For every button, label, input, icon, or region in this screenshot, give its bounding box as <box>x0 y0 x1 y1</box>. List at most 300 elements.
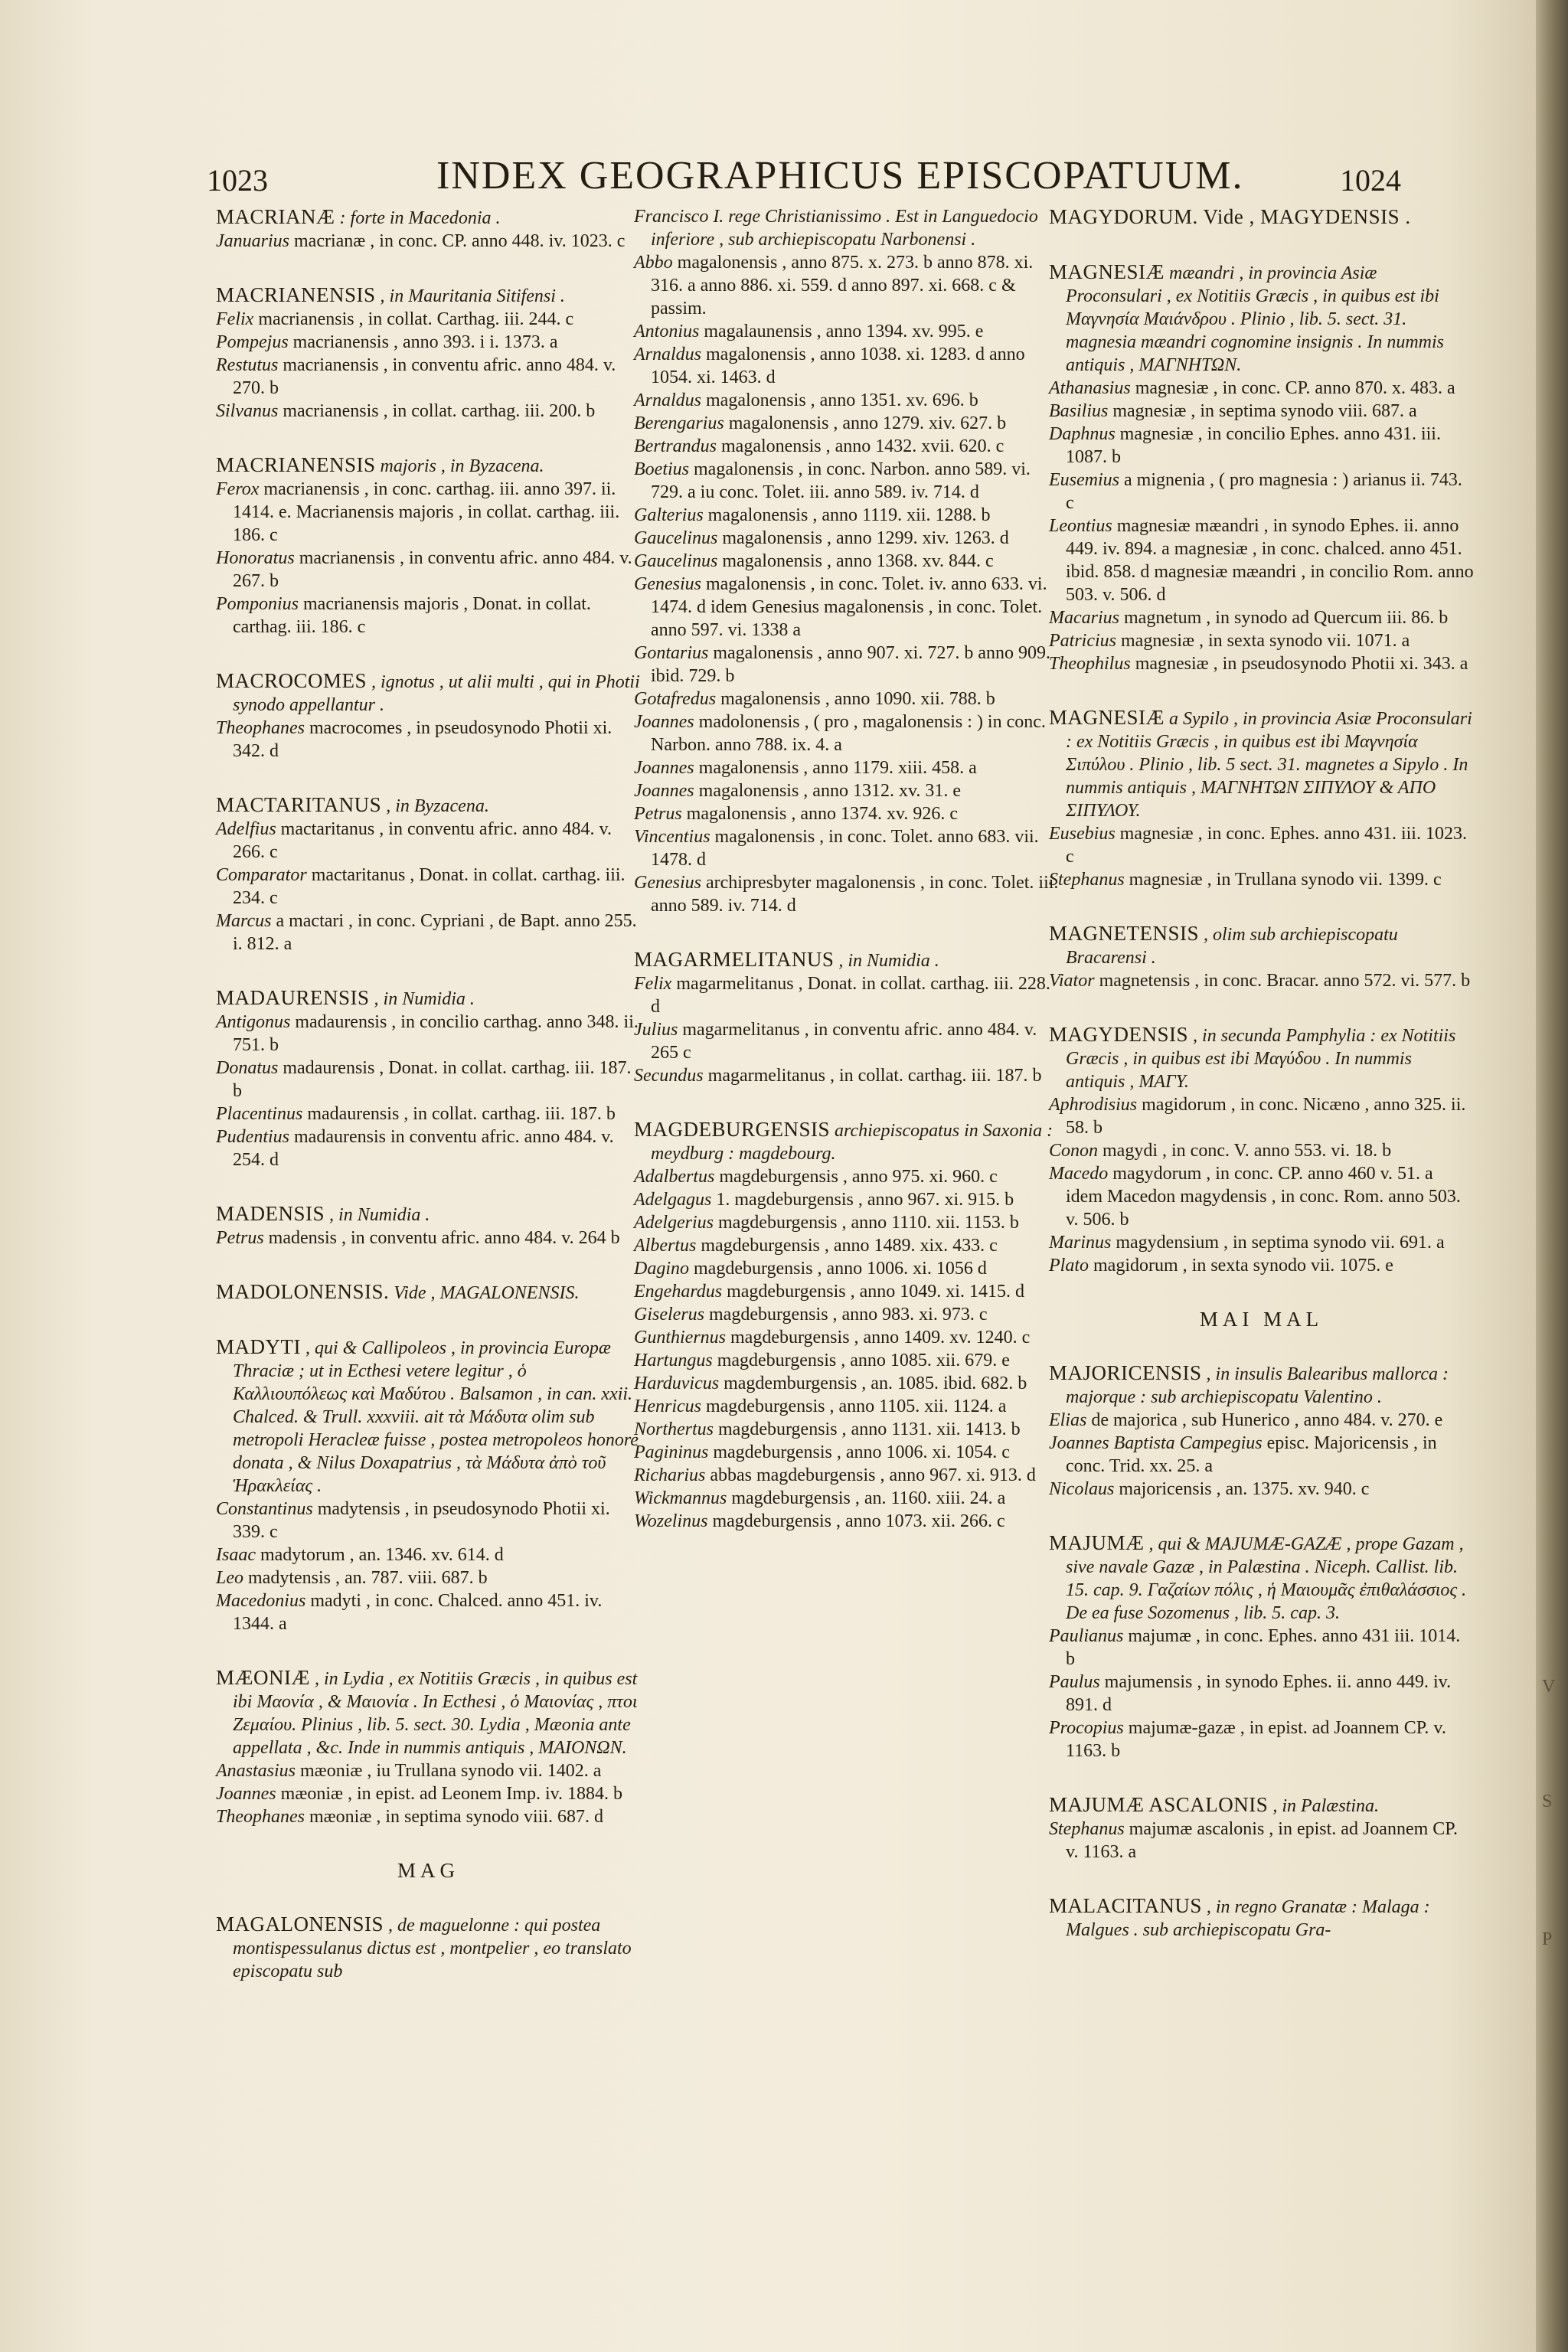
bishop-citation: madensis , in conventu afric. anno 484. v. 264 b <box>268 1228 620 1248</box>
bishop-name: Pompejus <box>216 332 289 352</box>
bishop-citation: mæoniæ , iu Trullana synodo vii. 1402. a <box>300 1761 602 1781</box>
bishop-entry <box>634 389 1059 412</box>
bishop-name: Richarius <box>634 1465 706 1485</box>
bishop-entry <box>634 343 1059 389</box>
bishop-entry <box>634 1018 1059 1064</box>
headword: MAJORICENSIS <box>1049 1361 1202 1384</box>
bishop-entry <box>216 717 641 763</box>
index-entry <box>216 793 641 956</box>
index-entry <box>216 669 641 763</box>
section-marker: MAI MAL <box>1199 1308 1324 1331</box>
bishop-name: Theophanes <box>216 718 305 738</box>
page-title: INDEX GEOGRAPHICUS EPISCOPATUUM. <box>436 154 1244 198</box>
bishop-entry <box>634 688 1059 710</box>
bishop-name: Januarius <box>216 231 289 251</box>
bishop-citation: madytensis , in pseudosynodo Photii xi. 339. c <box>233 1499 610 1542</box>
bishop-name: Secundus <box>634 1066 704 1086</box>
bishop-citation: magalonensis , anno 1351. xv. 696. b <box>706 390 978 410</box>
bishop-citation: magalonensis , anno 1312. xv. 31. e <box>698 781 962 801</box>
cross-reference <box>1049 205 1474 230</box>
bishop-name: Adelgerius <box>634 1213 714 1233</box>
bishop-citation: magdeburgensis , anno 1006. xi. 1056 d <box>694 1259 987 1279</box>
entry-heading <box>216 793 641 818</box>
entry-heading <box>216 1202 641 1227</box>
bishop-citation: mæoniæ , in septima synodo viii. 687. d <box>309 1807 604 1827</box>
bishop-entry <box>634 756 1059 779</box>
headword: MAGNESIÆ <box>1049 260 1165 283</box>
bishop-name: Hartungus <box>634 1351 713 1370</box>
bishop-name: Honoratus <box>216 548 295 568</box>
bishop-name: Placentinus <box>216 1104 303 1124</box>
bishop-name: Wozelinus <box>634 1511 708 1531</box>
index-entry <box>1049 1023 1474 1277</box>
bishop-entry <box>634 1326 1059 1349</box>
index-entry <box>1049 260 1474 675</box>
headword: MADOLONENSIS. <box>216 1280 390 1303</box>
bishop-name: Giselerus <box>634 1305 704 1325</box>
bishop-name: Joannes <box>216 1784 276 1804</box>
bishop-name: Wickmannus <box>634 1488 727 1508</box>
bishop-name: Abbo <box>634 253 673 273</box>
bishop-name: Restutus <box>216 355 279 375</box>
bishop-citation: magarmelitanus , Donat. in collat. carthag. iii. 228. d <box>651 974 1050 1017</box>
index-entry <box>216 205 641 253</box>
bishop-entry <box>216 354 641 400</box>
bishop-citation: macrianensis , in conc. carthag. iii. anno 397. ii. 1414. e. Macrianensis majoris , in collat. carthag. iii. 186. c <box>233 479 620 545</box>
entry-heading <box>1049 706 1474 822</box>
index-entry <box>216 986 641 1171</box>
bishop-name: Petrus <box>634 804 682 824</box>
bishop-citation: magdemburgensis , an. 1085. ibid. 682. b <box>724 1374 1027 1393</box>
bishop-entry <box>634 1234 1059 1257</box>
bishop-entry <box>634 1418 1059 1441</box>
bishop-citation: abbas magdeburgensis , anno 967. xi. 913. d <box>710 1465 1036 1485</box>
bishop-name: Bertrandus <box>634 436 717 456</box>
bishop-citation: macrianensis majoris , Donat. in collat. carthag. iii. 186. c <box>233 594 591 637</box>
heading-description: majoris , in Byzacena. <box>380 456 544 476</box>
bishop-name: Viator <box>1049 971 1095 991</box>
bishop-citation: magdeburgensis , anno 1105. xii. 1124. a <box>705 1396 1007 1416</box>
bishop-citation: majumæ-gazæ , in epist. ad Joannem CP. v. 1163. b <box>1066 1718 1446 1761</box>
bishop-entry <box>216 331 641 354</box>
bishop-name: Pomponius <box>216 594 299 614</box>
bishop-citation: madaurensis , in concilio carthag. anno 348. ii. 751. b <box>233 1012 639 1055</box>
heading-description: , in Numidia . <box>329 1205 430 1225</box>
bishop-name: Albertus <box>634 1236 697 1256</box>
bishop-entry <box>1049 1254 1474 1277</box>
bishop-name: Macedo <box>1049 1164 1109 1184</box>
bishop-entry <box>1049 868 1474 891</box>
bishop-name: Elias <box>1049 1410 1087 1430</box>
bishop-name: Joannes <box>634 712 694 732</box>
bishop-citation: madolonensis , ( pro , magalonensis : ) in conc. Narbon. anno 788. ix. 4. a <box>651 712 1046 755</box>
bishop-citation: magdeburgensis , an. 1160. xiii. 24. a <box>731 1488 1006 1508</box>
bishop-name: Paulianus <box>1049 1626 1124 1646</box>
bishop-name: Boetius <box>634 459 689 479</box>
bishop-entry <box>1049 629 1474 652</box>
bishop-name: Conon <box>1049 1141 1099 1161</box>
bishop-name: Galterius <box>634 505 704 525</box>
bishop-citation: magalonensis , anno 907. xi. 727. b anno 909. ibid. 729. b <box>651 643 1050 686</box>
bishop-entry <box>216 547 641 593</box>
heading-description: , in secunda Pamphylia : ex Notitiis Græcis , in quibus est ibi Μαγύδου . In nummis antiquis , ΜΑΓΥ. <box>1066 1026 1456 1092</box>
bishop-entry <box>1049 822 1474 868</box>
headword: MÆONIÆ <box>216 1666 311 1689</box>
heading-description: Francisco I. rege Christianissimo . Est in Languedocio inferiore , sub archiepiscopatu Narbonensi . <box>634 207 1038 250</box>
heading-description: , in Mauritania Sitifensi . <box>380 286 565 306</box>
bishop-entry <box>216 1057 641 1102</box>
bishop-citation: majumensis , in synodo Ephes. ii. anno 449. iv. 891. d <box>1066 1672 1452 1715</box>
bishop-entry <box>634 320 1059 343</box>
heading-description: : forte in Macedonia . <box>339 208 501 228</box>
bishop-entry <box>1049 1093 1474 1139</box>
bishop-entry <box>634 1395 1059 1418</box>
index-entry <box>634 948 1059 1087</box>
bishop-entry <box>634 435 1059 458</box>
bishop-citation: majoricensis , an. 1375. xv. 940. c <box>1119 1479 1370 1499</box>
bishop-entry <box>1049 606 1474 629</box>
bishop-citation: madytorum , an. 1346. xv. 614. d <box>260 1545 504 1565</box>
bishop-entry <box>634 504 1059 527</box>
heading-description: , in Lydia , ex Notitiis Græcis , in quibus est ibi Μαονία , & Μαιονία . In Ecthesi , ὁ Μαιονίας , πτοι Ζεμαίου. Plinius , lib. 5. sect. 30. Lydia , Mæonia ante appellata , &c. Inde in nummis antiquis , ΜΑΙΟΝΩΝ. <box>233 1669 638 1758</box>
bishop-entry <box>1049 969 1474 992</box>
bishop-entry <box>634 1064 1059 1087</box>
bishop-name: Gunthiernus <box>634 1328 726 1348</box>
heading-description: mæandri , in provincia Asiæ Proconsulari , ex Notitiis Græcis , in quibus est ibi Μαγνησία Μαιάνδρου . Plinio , lib. 5. sect. 31. magnesia mæandri cognomine insignis . In nummis antiquis , ΜΑΓΝΗΤΩΝ. <box>1066 263 1444 375</box>
bishop-citation: magalaunensis , anno 1394. xv. 995. e <box>704 322 984 341</box>
bishop-name: Arnaldus <box>634 390 702 410</box>
bishop-citation: macrianensis , in conventu afric. anno 484. v. 267. b <box>233 548 632 591</box>
index-entry <box>634 1118 1059 1533</box>
bishop-entry <box>216 1805 641 1828</box>
bishop-entry <box>216 1011 641 1057</box>
headword: MACRIANENSIS <box>216 453 376 476</box>
bishop-name: Anastasius <box>216 1761 296 1781</box>
bishop-entry <box>216 400 641 423</box>
bishop-entry <box>634 825 1059 871</box>
headword: MAGARMELITANUS <box>634 948 835 971</box>
bishop-entry <box>216 230 641 253</box>
bishop-entry <box>1049 400 1474 423</box>
bishop-citation: archipresbyter magalonensis , in conc. Tolet. iii. anno 589. iv. 714. d <box>651 873 1059 916</box>
headword: MAGNETENSIS <box>1049 922 1200 945</box>
bishop-name: Marinus <box>1049 1233 1112 1253</box>
bishop-entry <box>1049 423 1474 469</box>
bishop-name: Silvanus <box>216 401 279 421</box>
bishop-name: Theophanes <box>216 1807 305 1827</box>
bishop-name: Eusebius <box>1049 824 1116 844</box>
bishop-entry <box>634 1165 1059 1188</box>
bishop-name: Isaac <box>216 1545 256 1565</box>
bishop-entry <box>216 1102 641 1125</box>
bishop-entry <box>634 1188 1059 1211</box>
bishop-citation: magdeburgensis , anno 983. xi. 973. c <box>709 1305 988 1325</box>
bishop-entry <box>216 1759 641 1782</box>
bishop-citation: magalonensis , anno 1279. xiv. 627. b <box>728 413 1007 433</box>
bishop-entry <box>1049 1478 1474 1501</box>
bishop-entry <box>1049 652 1474 675</box>
bishop-entry <box>634 527 1059 550</box>
entry-heading <box>1049 922 1474 969</box>
bishop-entry <box>1049 377 1474 400</box>
bishop-entry <box>216 1227 641 1250</box>
bishop-citation: magdeburgensis , anno 1049. xi. 1415. d <box>727 1282 1024 1302</box>
bishop-name: Aphrodisius <box>1049 1095 1138 1115</box>
bishop-citation: magalonensis , in conc. Narbon. anno 589. vi. 729. a iu conc. Tolet. iii. anno 589. iv. 714. d <box>651 459 1031 502</box>
bishop-entry <box>634 802 1059 825</box>
bishop-entry <box>634 1257 1059 1280</box>
margin-glyph: P <box>1542 1929 1553 1949</box>
bishop-citation: magalonensis , anno 1090. xii. 788. b <box>720 689 995 709</box>
bishop-name: Ferox <box>216 479 260 499</box>
bishop-entry <box>634 550 1059 573</box>
bishop-entry <box>634 458 1059 504</box>
bishop-name: Athanasius <box>1049 378 1131 398</box>
bishop-entry <box>216 1544 641 1566</box>
bishop-name: Felix <box>216 309 254 329</box>
bishop-citation: magnesiæ , in sexta synodo vii. 1071. a <box>1121 631 1410 651</box>
section-marker: MAG <box>397 1859 459 1882</box>
bishop-name: Northertus <box>634 1419 714 1439</box>
bishop-citation: magnesiæ , in conc. CP. anno 870. x. 483. a <box>1135 378 1455 398</box>
bishop-name: Patricius <box>1049 631 1116 651</box>
index-entry <box>1049 1531 1474 1762</box>
headword: MALACITANUS <box>1049 1894 1202 1917</box>
bishop-citation: magalonensis , anno 1299. xiv. 1263. d <box>722 528 1009 548</box>
bishop-citation: magarmelitanus , in conventu afric. anno 484. v. 265 c <box>651 1020 1037 1063</box>
bishop-name: Julius <box>634 1020 678 1040</box>
bishop-citation: magarmelitanus , in collat. carthag. iii. 187. b <box>707 1066 1042 1086</box>
bishop-citation: magalonensis , anno 1038. xi. 1283. d anno 1054. xi. 1463. d <box>651 345 1025 387</box>
bishop-citation: magdeburgensis , anno 1110. xii. 1153. b <box>717 1213 1019 1233</box>
bishop-citation: magnesiæ , in concilio Ephes. anno 431. iii. 1087. b <box>1066 424 1441 467</box>
bishop-entry <box>216 1125 641 1171</box>
heading-description: , de maguelonne : qui postea montispessulanus dictus est , montpelier , eo translato episcopatu sub <box>233 1916 632 1981</box>
bishop-citation: magdeburgensis , anno 1073. xii. 266. c <box>712 1511 1005 1531</box>
bishop-entry <box>634 412 1059 435</box>
bishop-entry <box>634 251 1059 320</box>
bishop-citation: magdeburgensis , anno 1489. xix. 433. c <box>701 1236 998 1256</box>
bishop-name: Arnaldus <box>634 345 702 364</box>
headword: MACTARITANUS <box>216 793 382 816</box>
bishop-name: Procopius <box>1049 1718 1124 1738</box>
bishop-entry <box>634 1211 1059 1234</box>
bishop-citation: magnetensis , in conc. Bracar. anno 572. vi. 577. b <box>1099 971 1471 991</box>
headword: MAGYDORUM. Vide , MAGYDENSIS . <box>1049 205 1411 228</box>
bishop-name: Gaucelinus <box>634 528 718 548</box>
bishop-entry <box>1049 1671 1474 1717</box>
bishop-citation: mactaritanus , in conventu afric. anno 484. v. 266. c <box>233 819 612 862</box>
index-entry <box>1049 1361 1474 1501</box>
bishop-entry <box>634 1349 1059 1372</box>
headword: MAGDEBURGENSIS <box>634 1118 831 1141</box>
bishop-name: Harduvicus <box>634 1374 720 1393</box>
bishop-entry <box>216 1782 641 1805</box>
bishop-name: Dagino <box>634 1259 689 1279</box>
bishop-citation: magnesiæ , in septima synodo viii. 687. a <box>1112 401 1417 421</box>
bishop-entry <box>1049 1139 1474 1162</box>
headword: MACROCOMES <box>216 669 368 692</box>
bishop-name: Vincentius <box>634 827 710 847</box>
bishop-entry <box>216 478 641 547</box>
heading-description: , in Numidia . <box>374 989 475 1009</box>
bishop-name: Stephanus <box>1049 1819 1125 1839</box>
bishop-entry <box>634 710 1059 756</box>
bishop-entry <box>634 871 1059 917</box>
bishop-name: Leo <box>216 1568 243 1588</box>
page-header <box>207 153 1554 207</box>
heading-description: a Sypilo , in provincia Asiæ Proconsulari : ex Notitiis Græcis , in quibus est ibi Μαγνησία Σιπύλου . Plinio , lib. 5 sect. 31. magnetes a Sipylo . In nummis antiquis , ΜΑΓΝΗΤΩΝ ΣΙΠΥΛΟΥ & ΑΠΟ ΣΙΠΥΛΟΥ. <box>1066 709 1472 821</box>
bishop-name: Plato <box>1049 1256 1089 1276</box>
bishop-entry <box>634 1441 1059 1464</box>
bishop-name: Adalbertus <box>634 1167 715 1187</box>
bishop-entry <box>1049 514 1474 606</box>
bishop-citation: a mactari , in conc. Cypriani , de Bapt. anno 255. i. 812. a <box>233 911 637 954</box>
entry-heading <box>1049 1793 1474 1818</box>
bishop-name: Macedonius <box>216 1591 306 1611</box>
bishop-citation: magnetum , in synodo ad Quercum iii. 86. b <box>1124 608 1449 628</box>
entry-heading <box>634 1118 1059 1165</box>
bishop-name: Gaucelinus <box>634 551 718 571</box>
column-1 <box>216 205 641 1983</box>
bishop-entry <box>1049 469 1474 514</box>
bishop-citation: magalonensis , in conc. Tolet. anno 683. vii. 1478. d <box>651 827 1039 870</box>
column-3 <box>1049 205 1474 1942</box>
bishop-citation: macrianensis , anno 393. i i. 1373. a <box>292 332 558 352</box>
bishop-entry <box>216 818 641 864</box>
bishop-entry <box>634 1372 1059 1395</box>
bishop-citation: macrianensis , in conventu afric. anno 484. v. 270. b <box>233 355 616 398</box>
index-entry <box>216 1280 641 1305</box>
bishop-name: Pagininus <box>634 1442 709 1462</box>
bishop-citation: madaurensis , Donat. in collat. carthag. iii. 187. b <box>233 1058 632 1101</box>
entry-heading <box>1049 1023 1474 1093</box>
heading-description: , qui & MAJUMÆ-GAZÆ , prope Gazam , sive navale Gazæ , in Palæstina . Niceph. Callist. lib. 15. cap. 9. Γαζαίων πόλις , ἡ Μαιουμᾶς ἐπιθαλάσσιος . De ea fuse Sozomenus , lib. 5. cap. 3. <box>1066 1534 1467 1623</box>
headword: MADENSIS <box>216 1202 325 1225</box>
column-2 <box>634 205 1059 1563</box>
bishop-entry <box>1049 1432 1474 1478</box>
index-entry <box>1049 1793 1474 1864</box>
bishop-name: Adelgagus <box>634 1190 712 1210</box>
page-number-right: 1024 <box>1340 163 1401 198</box>
bishop-name: Comparator <box>216 865 307 885</box>
bishop-entry <box>634 1464 1059 1487</box>
index-entry <box>216 453 641 639</box>
bishop-entry <box>634 779 1059 802</box>
headword: MAGALONENSIS <box>216 1913 384 1936</box>
bishop-entry <box>1049 1409 1474 1432</box>
headword: MAGNESIÆ <box>1049 706 1165 729</box>
entry-heading <box>216 1666 641 1759</box>
bishop-name: Genesius <box>634 574 701 594</box>
bishop-citation: 1. magdeburgensis , anno 967. xi. 915. b <box>716 1190 1014 1210</box>
bishop-name: Basilius <box>1049 401 1109 421</box>
bishop-entry <box>216 1589 641 1635</box>
bishop-name: Pudentius <box>216 1127 289 1147</box>
bishop-name: Nicolaus <box>1049 1479 1115 1499</box>
bishop-citation: magalonensis , anno 1179. xiii. 458. a <box>698 758 977 778</box>
bishop-name: Donatus <box>216 1058 279 1078</box>
bishop-citation: magalonensis , anno 1119. xii. 1288. b <box>707 505 991 525</box>
bishop-citation: majumæ , in conc. Ephes. anno 431 iii. 1014. b <box>1066 1626 1461 1669</box>
heading-description: archiepiscopatus in Saxonia : meydburg : magdebourg. <box>651 1121 1054 1164</box>
bishop-entry <box>1049 1717 1474 1762</box>
entry-heading <box>216 669 641 717</box>
entry-heading <box>216 205 641 230</box>
bishop-entry <box>216 910 641 956</box>
entry-heading <box>216 986 641 1011</box>
index-entry <box>216 283 641 423</box>
bishop-entry <box>634 972 1059 1018</box>
entry-heading <box>634 948 1059 972</box>
bishop-citation: magdeburgensis , anno 975. xi. 960. c <box>719 1167 998 1187</box>
index-entry <box>1049 706 1474 891</box>
bishop-citation: magdeburgensis , anno 1006. xi. 1054. c <box>713 1442 1010 1462</box>
bishop-name: Adelfius <box>216 819 276 839</box>
entry-heading <box>1049 1361 1474 1409</box>
bishop-citation: magnesiæ , in conc. Ephes. anno 431. iii. 1023. c <box>1066 824 1467 867</box>
bishop-name: Joannes <box>634 781 694 801</box>
bishop-citation: magnesiæ , in pseudosynodo Photii xi. 343. a <box>1135 654 1468 674</box>
bishop-name: Stephanus <box>1049 870 1125 890</box>
bishop-citation: magalonensis , in conc. Tolet. iv. anno 633. vi. 1474. d idem Genesius magalonensis , in conc. Tolet. anno 597. vi. 1338 a <box>651 574 1047 640</box>
heading-description: , ignotus , ut alii multi , qui in Photii synodo appellantur . <box>233 672 640 715</box>
index-entry <box>634 251 1059 917</box>
bishop-citation: magdeburgensis , anno 1409. xv. 1240. c <box>730 1328 1031 1348</box>
entry-heading <box>1049 1531 1474 1625</box>
bishop-citation: madyti , in conc. Chalced. anno 451. iv. 1344. a <box>233 1591 603 1634</box>
bishop-entry <box>216 593 641 639</box>
bishop-citation: magdeburgensis , anno 1131. xii. 1413. b <box>718 1419 1021 1439</box>
bishop-name: Henricus <box>634 1396 701 1416</box>
bishop-name: Constantinus <box>216 1499 313 1519</box>
bishop-citation: madaurensis in conventu afric. anno 484. v. 254. d <box>233 1127 614 1170</box>
bishop-citation: madytensis , an. 787. viii. 687. b <box>248 1568 488 1588</box>
index-entry <box>216 1335 641 1635</box>
heading-description: , in regno Granatæ : Malaga : Malgues . sub archiepiscopatu Gra- <box>1066 1897 1430 1940</box>
bishop-name: Gontarius <box>634 643 709 663</box>
bishop-entry <box>634 1510 1059 1533</box>
index-entry <box>216 1202 641 1250</box>
bishop-citation: magydi , in conc. V. anno 553. vi. 18. b <box>1102 1141 1392 1161</box>
headword: MADAURENSIS <box>216 986 370 1009</box>
bishop-name: Gotafredus <box>634 689 717 709</box>
bishop-citation: magnesiæ mæandri , in synodo Ephes. ii. anno 449. iv. 894. a magnesiæ , in conc. chalced. anno 451. ibid. 858. d magnesiæ mæandri , in concilio Rom. anno 503. v. 506. d <box>1066 516 1474 605</box>
bishop-citation: mactaritanus , Donat. in collat. carthag. iii. 234. c <box>233 865 626 908</box>
bishop-citation: magalonensis , anno 1368. xv. 844. c <box>722 551 994 571</box>
heading-description: , in Palæstina. <box>1272 1796 1379 1816</box>
bishop-entry <box>1049 1818 1474 1864</box>
bishop-citation: magalonensis , anno 1374. xv. 926. c <box>686 804 959 824</box>
index-entry <box>216 1666 641 1828</box>
bishop-name: Joannes <box>634 758 694 778</box>
bishop-citation: macrianæ , in conc. CP. anno 448. iv. 1023. c <box>294 231 626 251</box>
bishop-entry <box>634 642 1059 688</box>
bishop-name: Daphnus <box>1049 424 1116 444</box>
heading-description: , in Byzacena. <box>386 796 489 816</box>
page-number-left: 1023 <box>207 163 268 198</box>
entry-heading <box>216 283 641 308</box>
bishop-citation: magidorum , in sexta synodo vii. 1075. e <box>1093 1256 1393 1276</box>
bishop-entry <box>1049 1625 1474 1671</box>
bishop-citation: magalonensis , anno 875. x. 273. b anno 878. xi. 316. a anno 886. xi. 559. d anno 897. xi. 668. c & passim. <box>651 253 1034 318</box>
continuation-text <box>634 205 1059 251</box>
headword: MACRIANÆ <box>216 205 335 228</box>
bishop-citation: episc. Majoricensis , in conc. Trid. xx. 25. a <box>1066 1433 1437 1476</box>
heading-description: , in Numidia . <box>838 951 939 971</box>
bishop-citation: mæoniæ , in epist. ad Leonem Imp. iv. 1884. b <box>280 1784 623 1804</box>
bishop-name: Berengarius <box>634 413 724 433</box>
